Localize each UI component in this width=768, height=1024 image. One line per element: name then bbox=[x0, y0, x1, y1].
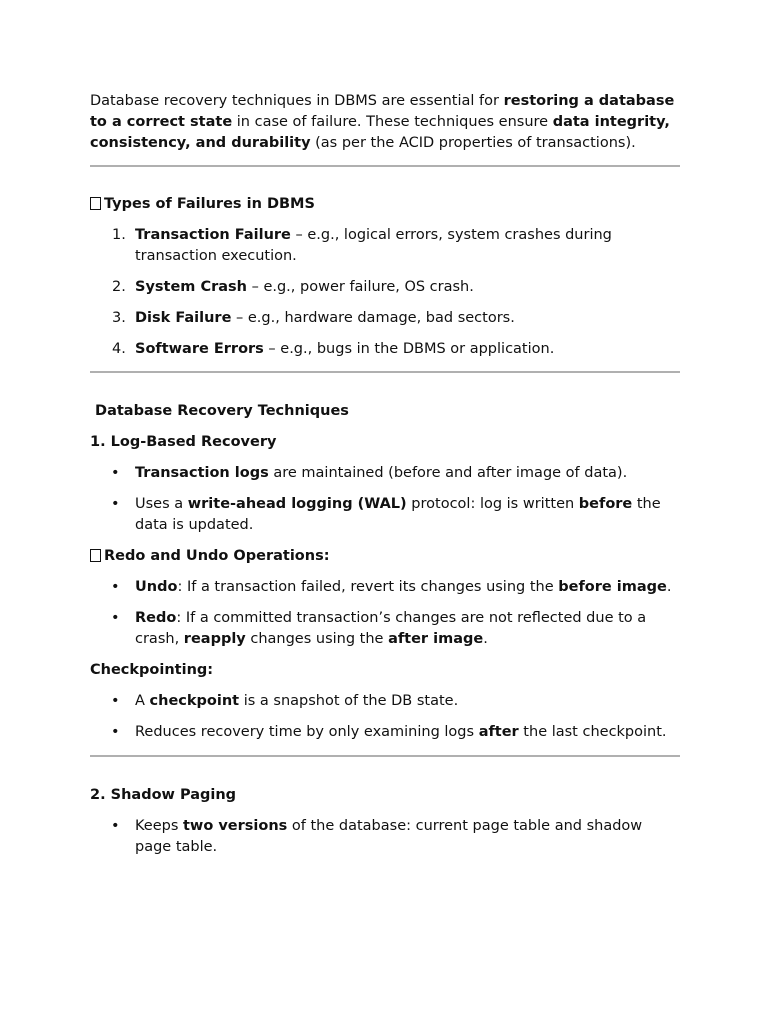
redo-undo-heading-text: Redo and Undo Operations: bbox=[104, 548, 330, 564]
list-item bbox=[90, 225, 680, 267]
intro-paragraph bbox=[90, 91, 680, 154]
failures-list bbox=[90, 225, 680, 360]
item-bold: Redo bbox=[135, 610, 177, 626]
bullet-icon: • bbox=[111, 579, 120, 595]
list-item bbox=[90, 577, 680, 598]
list-item bbox=[90, 339, 680, 360]
bullet-icon: • bbox=[111, 465, 120, 481]
bullet-icon: • bbox=[111, 693, 120, 709]
item-bold: checkpoint bbox=[149, 693, 240, 709]
shadow-paging-list bbox=[90, 816, 680, 858]
item-bold: before bbox=[578, 496, 633, 512]
item-text: . bbox=[666, 579, 672, 595]
bullet-icon: • bbox=[111, 724, 120, 740]
item-text: A bbox=[135, 693, 150, 709]
divider-3 bbox=[90, 755, 680, 757]
item-text: Reduces recovery time by only examining logs bbox=[135, 724, 479, 740]
failures-heading-text: Types of Failures in DBMS bbox=[104, 196, 315, 212]
checkpointing-heading: Checkpointing: bbox=[90, 662, 214, 678]
log-based-list bbox=[90, 463, 680, 536]
log-based-heading: 1. Log-Based Recovery bbox=[90, 434, 277, 450]
item-text: : If a committed transaction’s changes are not reflected due to a crash, bbox=[135, 610, 647, 647]
item-bold: System Crash bbox=[135, 279, 247, 295]
intro-text-3: (as per the ACID properties of transactions). bbox=[310, 135, 636, 151]
item-text: Keeps bbox=[135, 818, 183, 834]
item-text: are maintained (before and after image of data). bbox=[268, 465, 628, 481]
item-text: is a snapshot of the DB state. bbox=[239, 693, 459, 709]
item-text: – e.g., power failure, OS crash. bbox=[246, 279, 474, 295]
item-bold: after bbox=[478, 724, 519, 740]
item-text: – e.g., bugs in the DBMS or application. bbox=[263, 341, 555, 357]
intro-text-1: Database recovery techniques in DBMS are essential for bbox=[90, 93, 504, 109]
item-text: . bbox=[483, 631, 488, 647]
item-bold: Transaction logs bbox=[135, 465, 269, 481]
redo-undo-heading bbox=[90, 546, 680, 567]
bullet-icon: • bbox=[111, 610, 120, 626]
item-text: the data is updated. bbox=[135, 496, 661, 533]
list-item bbox=[90, 816, 680, 858]
item-number: 3. bbox=[112, 310, 126, 326]
divider-1 bbox=[90, 165, 680, 167]
failures-heading bbox=[90, 194, 680, 215]
list-item bbox=[90, 277, 680, 298]
item-text: the last checkpoint. bbox=[518, 724, 667, 740]
list-item bbox=[90, 463, 680, 484]
square-glyph-icon bbox=[90, 197, 101, 210]
square-glyph-icon bbox=[90, 549, 101, 562]
list-item bbox=[90, 691, 680, 712]
divider-2 bbox=[90, 371, 680, 373]
item-bold: reapply bbox=[183, 631, 246, 647]
shadow-paging-heading: 2. Shadow Paging bbox=[90, 787, 237, 803]
item-text: protocol: log is written bbox=[406, 496, 579, 512]
item-text: changes using the bbox=[245, 631, 389, 647]
item-text: – e.g., logical errors, system crashes during transaction execution. bbox=[135, 227, 612, 264]
document-content bbox=[90, 91, 680, 858]
intro-text-2: in case of failure. These techniques ensure bbox=[232, 114, 553, 130]
item-bold: Disk Failure bbox=[135, 310, 232, 326]
item-number: 2. bbox=[112, 279, 126, 295]
list-item bbox=[90, 722, 680, 743]
item-bold: write-ahead logging (WAL) bbox=[187, 496, 407, 512]
list-item bbox=[90, 608, 680, 650]
intro-bold-1: restoring a database to a correct state bbox=[90, 93, 675, 130]
item-text: – e.g., hardware damage, bad sectors. bbox=[231, 310, 515, 326]
item-bold: Undo bbox=[135, 579, 178, 595]
item-bold: after image bbox=[388, 631, 484, 647]
intro-bold-2: data integrity, consistency, and durability bbox=[90, 114, 670, 151]
item-text: of the database: current page table and shadow page table. bbox=[135, 818, 643, 855]
redo-undo-list bbox=[90, 577, 680, 650]
item-bold: Software Errors bbox=[135, 341, 264, 357]
item-bold: Transaction Failure bbox=[135, 227, 291, 243]
item-bold: two versions bbox=[183, 818, 288, 834]
item-number: 1. bbox=[112, 227, 126, 243]
bullet-icon: • bbox=[111, 496, 120, 512]
item-text: : If a transaction failed, revert its changes using the bbox=[177, 579, 559, 595]
checkpointing-list bbox=[90, 691, 680, 743]
techniques-heading: Database Recovery Techniques bbox=[90, 403, 349, 419]
item-number: 4. bbox=[112, 341, 126, 357]
item-text: Uses a bbox=[135, 496, 188, 512]
list-item bbox=[90, 494, 680, 536]
bullet-icon: • bbox=[111, 818, 120, 834]
item-bold: before image bbox=[558, 579, 667, 595]
list-item bbox=[90, 308, 680, 329]
